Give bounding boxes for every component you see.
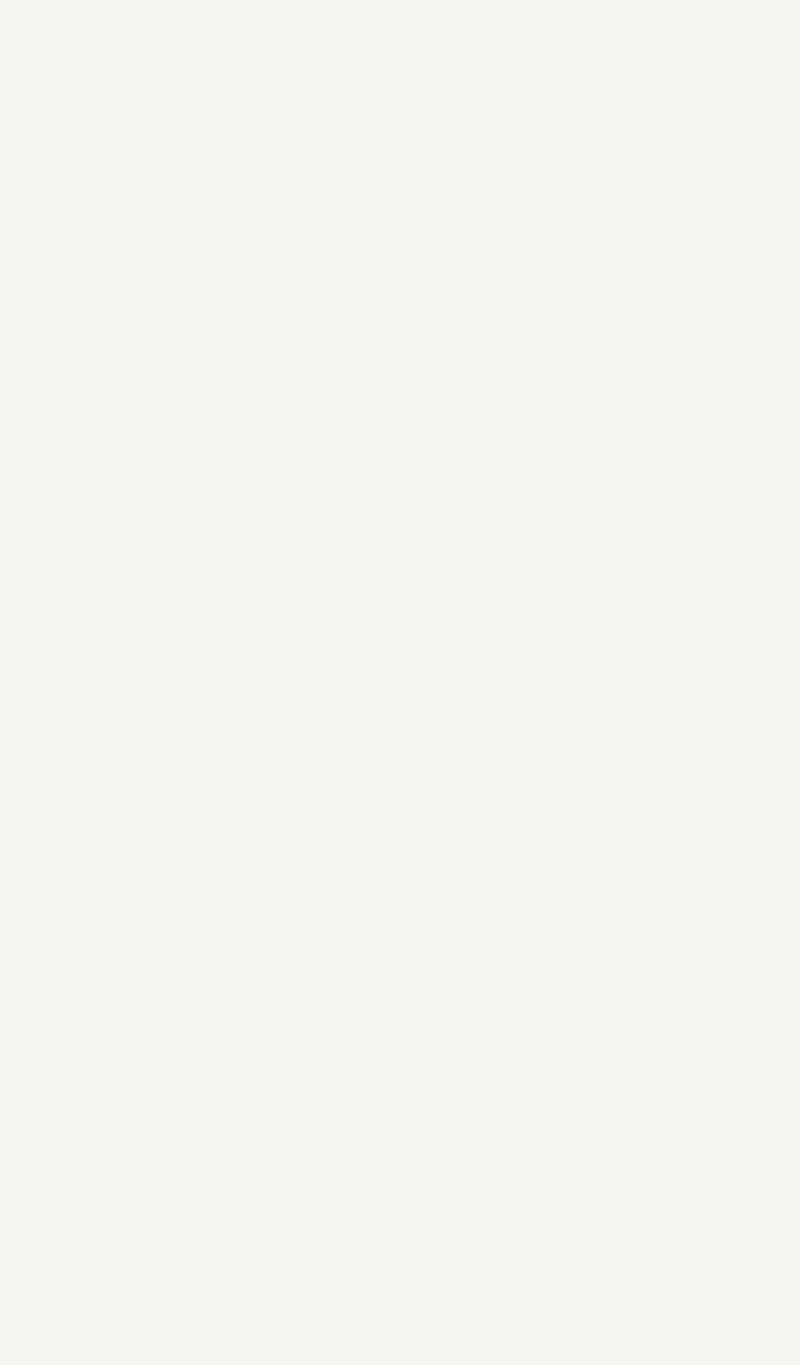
running-head (0, 38, 800, 60)
